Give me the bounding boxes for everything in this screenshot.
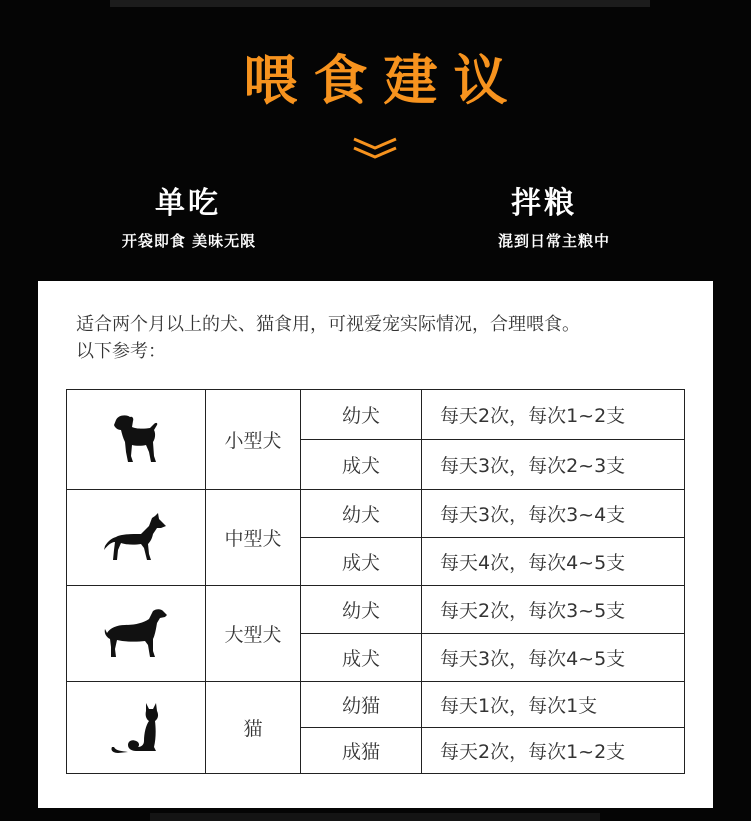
- table-row: [67, 490, 685, 538]
- intro-line-2: 以下参考：: [76, 341, 166, 362]
- page-title: 喂食建议: [243, 49, 524, 112]
- bottom-decor-bar: [150, 813, 600, 821]
- pet-icon-cell: [67, 586, 206, 682]
- pet-type-cell: 猫: [206, 682, 301, 774]
- option-title-eat-alone: 单吃: [155, 186, 221, 221]
- amount-cell: 每天1次，每次1支: [422, 682, 685, 728]
- option-subtitle-eat-alone: 开袋即食 美味无限: [121, 232, 257, 250]
- small-dog-icon: [106, 412, 166, 468]
- amount-cell: 每天2次，每次3~5支: [422, 586, 685, 634]
- amount-cell: 每天3次，每次2~3支: [422, 440, 685, 490]
- stage-cell: 幼犬: [301, 390, 422, 440]
- stage-cell: 幼犬: [301, 490, 422, 538]
- amount-cell: 每天4次，每次4~5支: [422, 538, 685, 586]
- pet-icon-cell: [67, 682, 206, 774]
- stage-cell: 成猫: [301, 728, 422, 774]
- stage-cell: 成犬: [301, 440, 422, 490]
- amount-cell: 每天3次，每次4~5支: [422, 634, 685, 682]
- option-title-mix: 拌粮: [511, 186, 577, 221]
- intro-text: [76, 311, 696, 365]
- table-row: [67, 586, 685, 634]
- stage-cell: 幼犬: [301, 586, 422, 634]
- double-chevron-down-icon: [350, 136, 400, 162]
- pet-type-cell: 大型犬: [206, 586, 301, 682]
- stage-cell: 成犬: [301, 538, 422, 586]
- large-dog-icon: [103, 607, 169, 661]
- table-row: [67, 390, 685, 440]
- table-row: [67, 682, 685, 728]
- top-decor-bar: [110, 0, 650, 7]
- intro-line-1: 适合两个月以上的犬、猫食用，可视爱宠实际情况，合理喂食。: [76, 314, 580, 335]
- pet-type-cell: 中型犬: [206, 490, 301, 586]
- amount-cell: 每天3次，每次3~4支: [422, 490, 685, 538]
- feeding-table: [66, 389, 685, 774]
- pet-icon-cell: [67, 490, 206, 586]
- medium-dog-icon: [103, 512, 169, 564]
- pet-icon-cell: [67, 390, 206, 490]
- option-subtitle-mix: 混到日常主粮中: [497, 232, 610, 250]
- feeding-panel: [38, 281, 713, 808]
- amount-cell: 每天2次，每次1~2支: [422, 390, 685, 440]
- stage-cell: 成犬: [301, 634, 422, 682]
- stage-cell: 幼猫: [301, 682, 422, 728]
- cat-icon: [106, 701, 166, 755]
- amount-cell: 每天2次，每次1~2支: [422, 728, 685, 774]
- pet-type-cell: 小型犬: [206, 390, 301, 490]
